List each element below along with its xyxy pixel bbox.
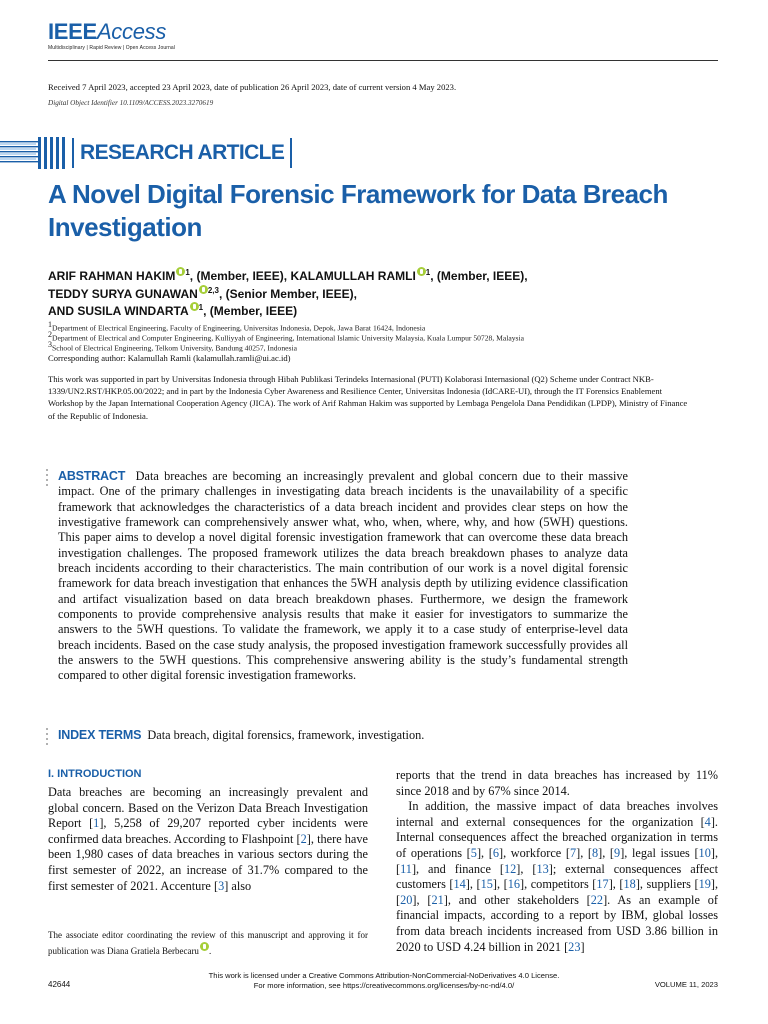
citation-link[interactable]: 16 (507, 877, 521, 892)
citation-link[interactable]: 12 (503, 861, 517, 876)
author-line-3 (48, 303, 297, 318)
body-text: ], [ (516, 861, 537, 876)
journal-name-italic: Access (96, 19, 167, 44)
editor-note: The associate editor coordinating the review of this manuscript and approving it for publication was Diana Gratiela Berbecaru . (48, 930, 368, 956)
abstract-dots-icon (46, 469, 50, 489)
author-name: ARIF RAHMAN HAKIM (48, 269, 176, 283)
body-text: ] also (224, 878, 252, 893)
body-text: ], [ (396, 877, 719, 907)
body-text: ]; external consequences affect customers [ (396, 861, 718, 892)
body-text: ], legal issues [ (620, 845, 699, 860)
article-type: RESEARCH ARTICLE (80, 141, 285, 164)
citation-link[interactable]: 10 (698, 845, 711, 860)
citation-link[interactable]: 20 (400, 892, 413, 907)
citation-link[interactable]: 7 (569, 845, 577, 860)
body-text: ], and finance [ (411, 861, 504, 876)
author-affil-sup: 1 (198, 303, 204, 312)
abstract (58, 469, 628, 684)
citation-link[interactable]: 15 (480, 877, 493, 892)
citation-link[interactable]: 2 (300, 831, 307, 846)
volume: VOLUME 11, 2023 (654, 980, 718, 989)
author-line-2 (48, 286, 357, 301)
license-line-1: This work is licensed under a Creative Commons Attribution-NonCommercial-NoDerivatives 4.0 License. (208, 971, 560, 980)
corresponding-author: Corresponding author: Kalamullah Ramli (kalamullah.ramli@ui.ac.id) (48, 353, 291, 363)
body-text: ] (580, 939, 585, 954)
affiliation-3: $^3$School of Electrical Engineering, Telkom University, Bandung 40257, Indonesia (48, 340, 297, 353)
author-affil-sup: 1 (185, 268, 190, 277)
body-text: ], [ (465, 877, 481, 892)
received-dates: Received 7 April 2023, accepted 23 April 2023, date of publication 26 April 2023, date of current version 4 May 2023. (48, 82, 457, 92)
body-text: ], [ (412, 892, 432, 907)
citation-link[interactable]: 5 (470, 845, 477, 860)
citation-link[interactable]: 17 (596, 877, 609, 892)
license-line-2[interactable]: For more information, see https://creativecommons.org/licenses/by-nc-nd/4.0/ (253, 980, 515, 990)
body-text: ], 5,258 of 29,207 reported cyber incidents were confirmed data breaches. According to Flashpoint [ (48, 816, 368, 846)
citation-link[interactable]: 23 (568, 939, 581, 954)
citation-link[interactable]: 19 (698, 877, 711, 892)
citation-link[interactable]: 9 (614, 845, 621, 860)
affiliation-2: $^2$Department of Electrical and Computer Engineering, Kulliyyah of Engineering, International Islamic University Malaysia, Kuala Lumpur 50728, Malaysia (48, 330, 524, 343)
body-text: ]. As an example of financial impacts, according to a report by IBM, global losses from data breach incidents increased from USD 3.86 billion in 2020 to USD 4.24 billion in 2021 [ (396, 892, 718, 954)
journal-name-bold: IEEE (48, 19, 97, 44)
citation-link[interactable]: 11 (400, 861, 412, 876)
citation-link[interactable]: 13 (536, 861, 549, 876)
body-text: ], [ (476, 845, 493, 860)
body-text: ], [ (576, 845, 592, 860)
body-text: In addition, the massive impact of data breaches involves internal and external consequences for the organization [ (396, 799, 718, 829)
journal-tagline: Multidisciplinary | Rapid Review | Open Access Journal (48, 45, 175, 51)
citation-link[interactable]: 14 (453, 877, 466, 892)
body-column-left (48, 785, 368, 894)
abstract-text: Data breaches are becoming an increasingly prevalent and global concern due to their massive impact. One of the primary challenges in investigating data breach incidents is the unavailability of a specific framework that acknowledges the characteristics of a data breach incident and provides clear steps on how the investigative framework can comprehensively answer what, who, when, where, why, and how (5WH) questions. This paper aims to develop a novel digital forensic investigation framework that can overcome these data breach investigation challenges. The proposed framework utilizes the data breach breakdown phases to analyze data breach incidents according to their characteristics. The main contribution of our work is a novel digital forensic framework for data breach investigation that enhances the 5WH analysis depth by utilizing evidence classification and artifact visualization based on data breach breakdown phases. Furthermore, we design the framework components to provide comprehensive analysis results that make it easier for investigators to summarize the answers to the 5WH questions. To validate the framework, we apply it to a case study of enterprise-level data breach incidents. Based on the case study analysis, the proposed investigation framework successfully provides all the answers to the 5WH questions. This comprehensive answering ability is the study’s fundamental strength compared to other digital forensic investigation frameworks. (58, 469, 629, 683)
license-notice (0, 971, 768, 990)
citation-link[interactable]: 22 (590, 892, 604, 907)
funding-statement: This work was supported in part by Universitas Indonesia through Hibah Publikasi Terindeks Internasional (PUTI) Kolaborasi Internasional (Q2) Scheme under Contract NKB-1339/UN2.RST/HKP.05.00/2022; and in part by the Indonesia Cyber Awareness and Resilience Center, Universitas Indonesia (IdCARE-UI), through the IT Forensics Enablement Workshop by the Japan International Cooperation Agency (JICA). The work of Arif Rahman Hakim was supported by Lembaga Pengelola Dana Pendidikan (LPDP), Ministry of Finance of the Republic of Indonesia. (48, 374, 688, 421)
author-affil-sup: 2,3 (207, 286, 219, 295)
author-role: , (Member, IEEE), KALAMULLAH RAMLI (189, 269, 416, 283)
header-divider (48, 60, 718, 61)
abstract-label: ABSTRACT (58, 469, 126, 483)
author-line-1 (48, 268, 528, 283)
orcid-icon[interactable] (417, 267, 426, 276)
citation-link[interactable]: 1 (93, 816, 100, 831)
body-text: ]. Internal consequences affect the breached organization in terms of operations [ (396, 814, 718, 860)
orcid-icon[interactable] (176, 267, 185, 276)
body-text: ], [ (396, 845, 719, 876)
index-terms-label: INDEX TERMS (58, 728, 142, 742)
orcid-icon[interactable] (190, 302, 199, 311)
author-affil-sup: 1 (425, 268, 431, 277)
body-text: ], [ (598, 845, 615, 860)
body-text: ], [ (608, 877, 624, 892)
author-role: , (Senior Member, IEEE), (218, 287, 357, 301)
citation-link[interactable]: 21 (431, 892, 444, 907)
body-column-right (396, 768, 718, 955)
body-text: reports that the trend in data breaches has increased by 11% since 2018 and by 67% since 2014. (396, 768, 718, 798)
doi: Digital Object Identifier 10.1109/ACCESS.2023.3270619 (48, 99, 214, 107)
orcid-icon[interactable] (200, 942, 209, 951)
citation-link[interactable]: 3 (218, 878, 225, 893)
citation-link[interactable]: 18 (623, 877, 636, 892)
citation-link[interactable]: 8 (592, 845, 599, 860)
index-terms-dots-icon (46, 728, 50, 748)
section-heading: I. INTRODUCTION (48, 768, 142, 780)
body-text: ], there have been 1,980 cases of data breaches in various sectors during the first semester of 2022, an increase of 31.7% compared to the first semester of 2021. Accenture [ (48, 831, 368, 893)
body-text: ], workforce [ (498, 845, 570, 860)
author-role: , (Member, IEEE) (203, 304, 298, 318)
page-number: 42644 (48, 980, 71, 989)
body-text: ], [ (492, 877, 508, 892)
author-name: TEDDY SURYA GUNAWAN (48, 287, 198, 301)
editor-note-text: The associate editor coordinating the review of this manuscript and approving it for publication was Diana Gratiela Berbecaru (48, 930, 368, 956)
orcid-icon[interactable] (199, 285, 208, 294)
index-terms (58, 728, 424, 743)
article-type-banner (72, 138, 292, 168)
body-text: ], suppliers [ (635, 877, 699, 892)
index-terms-text: Data breach, digital forensics, framework, investigation. (147, 728, 425, 742)
author-name: AND SUSILA WINDARTA (48, 304, 189, 318)
body-text: ], competitors [ (520, 877, 597, 892)
banner-stripes (0, 135, 68, 171)
citation-link[interactable]: 4 (704, 814, 711, 829)
citation-link[interactable]: 6 (492, 845, 499, 860)
affiliation-1: $^1$Department of Electrical Engineering, Faculty of Engineering, Universitas Indonesia, Depok, Jawa Barat 16424, Indonesia (48, 320, 426, 333)
author-role: , (Member, IEEE), (430, 269, 528, 283)
body-text: ], and other stakeholders [ (443, 892, 591, 907)
body-text: Data breaches are becoming an increasingly prevalent and global concern. Based on the Verizon Data Breach Investigation Report [ (48, 785, 368, 831)
journal-logo (48, 20, 175, 51)
paper-title: A Novel Digital Forensic Framework for Data Breach Investigation (48, 179, 668, 242)
